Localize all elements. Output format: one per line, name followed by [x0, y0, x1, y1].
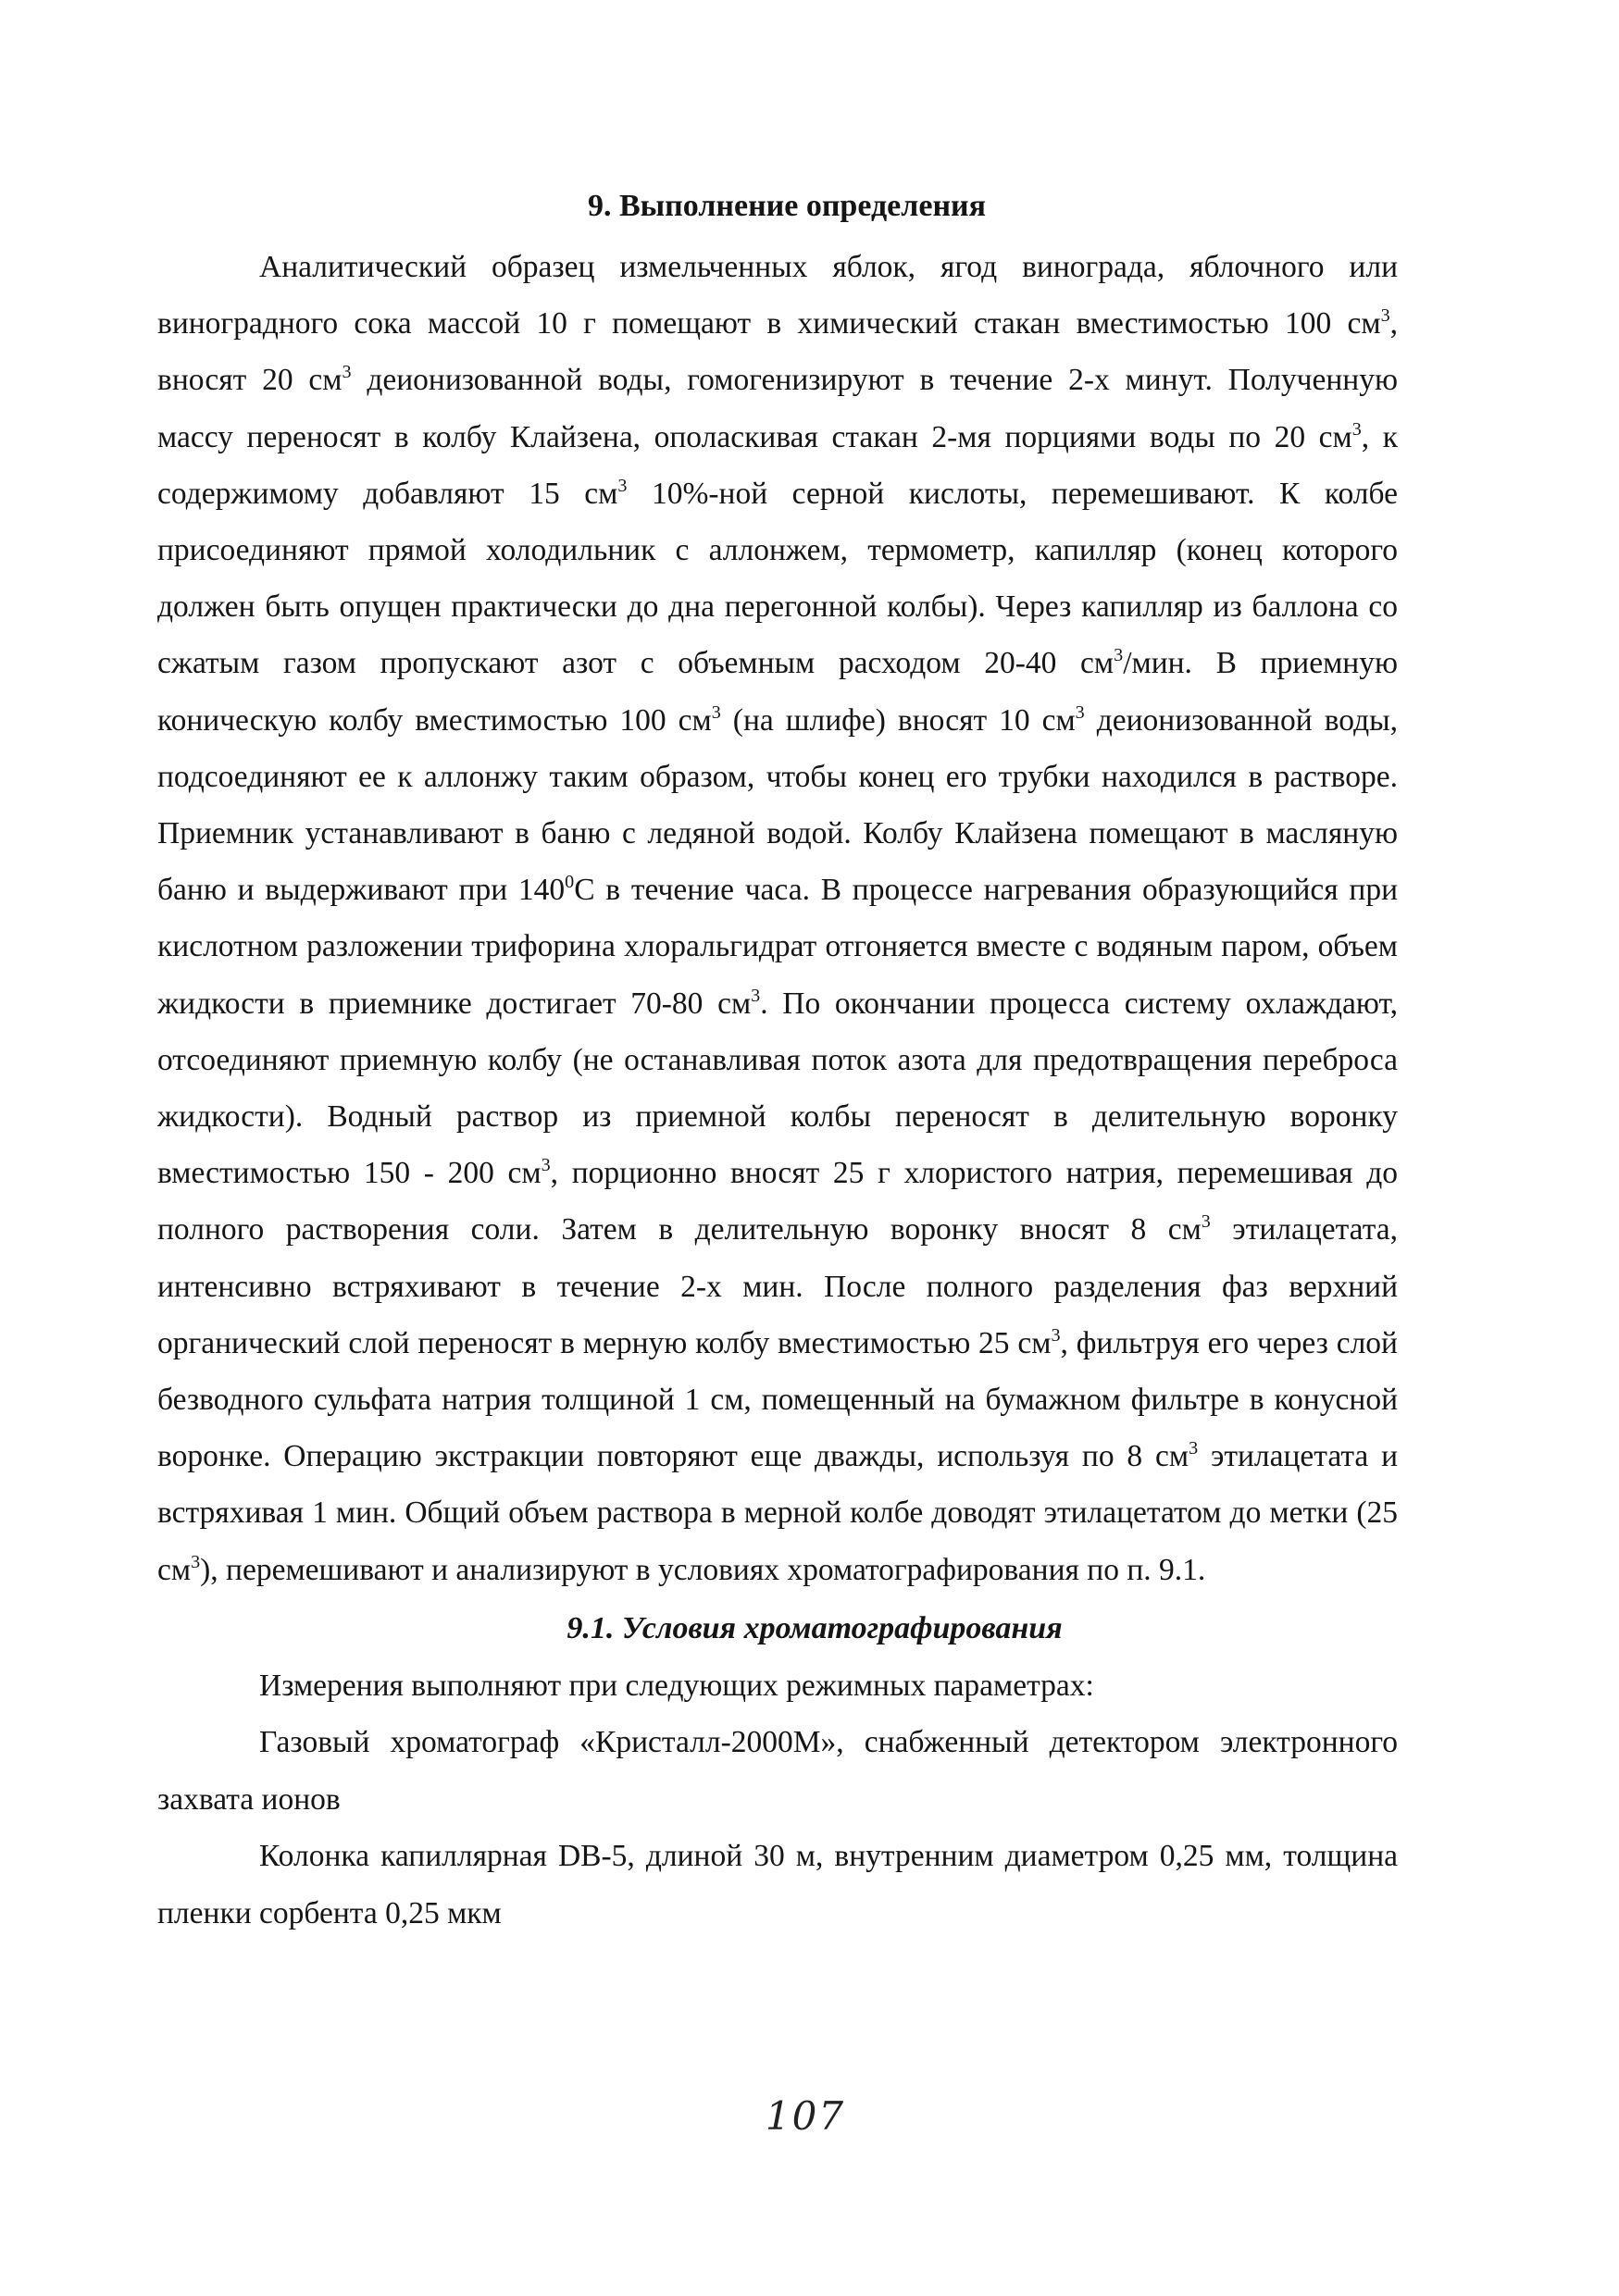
- text-segment: этилацетата, интенсивно встряхивают в течение 2-х мин. После полного разделения фаз верхний органический слой переносят в мерную колбу вместимостью 25 см: [157, 1212, 1398, 1360]
- text-segment: (на шлифе) вносят 10 см: [720, 702, 1076, 738]
- superscript: 3: [1380, 305, 1390, 327]
- text-segment: С в течение часа. В процессе нагревания образующийся при кислотном разложении трифорина хлоральгидрат отгоняется вместе с водяным паром, объем жидкости в приемнике достигает 70-80 см: [157, 873, 1398, 1021]
- text-segment: , фильтруя его через слой безводного сульфата натрия толщиной 1 см, помещенный на бумажном фильтре в конусной воронке. Операцию экстракции повторяют еще дважды, используя по 8 см: [157, 1325, 1398, 1474]
- text-segment: 10%-ной серной кислоты, перемешивают. К колбе присоединяют прямой холодильник с аллонжем, термометр, капилляр (конец которого должен быть опущен практически до дна перегонной колбы). Через капилляр из баллона со сжатым газом пропускают азот с объемным расходом 20-40 см: [157, 476, 1398, 681]
- conditions-intro: Измерения выполняют при следующих режимных параметрах:: [259, 1668, 1094, 1703]
- superscript: 3: [1051, 1324, 1061, 1346]
- section-heading: 9. Выполнение определения: [587, 189, 987, 223]
- text-segment: . По окончании процесса систему охлаждают, отсоединяют приемную колбу (не останавливая поток азота для предотвращения переброса жидкости). Водный раствор из приемной колбы переносят в делительную воронку вместимостью 150 - 200 см: [157, 986, 1398, 1191]
- text-segment: деионизованной воды, подсоединяют ее к аллонжу таким образом, чтобы конец его трубки находился в растворе. Приемник устанавливают в баню с ледяной водой. Колбу Клайзена помещают в масляную баню и выдерживают при 140: [157, 702, 1399, 908]
- subsection-heading: 9.1. Условия хроматографирования: [567, 1610, 1063, 1645]
- column-description: Колонка капиллярная DB-5, длиной 30 м, внутренним диаметром 0,25 мм, толщина пленки сорбента 0,25 мкм: [157, 1839, 1398, 1930]
- page-content: [157, 183, 1398, 1942]
- superscript: 3: [541, 1155, 551, 1176]
- superscript: 3: [1114, 645, 1124, 666]
- superscript: 3: [191, 1551, 201, 1572]
- text-segment: , порционно вносят 25 г хлористого натрия, перемешивая до полного растворения соли. Затем в делительную воронку вносят 8 см: [157, 1156, 1399, 1247]
- superscript: 0: [565, 872, 575, 893]
- superscript: 3: [1351, 418, 1362, 440]
- text-segment: деионизованной воды, гомогенизируют в течение 2-х минут. Полученную массу переносят в колбу Клайзена, ополаскивая стакан 2-мя порциями воды по 20 см: [157, 363, 1398, 454]
- superscript: 3: [751, 985, 761, 1006]
- superscript: 3: [1075, 701, 1085, 723]
- superscript: 3: [342, 362, 352, 383]
- superscript: 3: [711, 701, 721, 723]
- text-segment: ), перемешивают и анализируют в условиях хроматографирования по п. 9.1.: [200, 1552, 1206, 1587]
- method-paragraph: [157, 239, 1398, 1598]
- text-segment: , к содержимому добавляют 15 см: [157, 419, 1398, 511]
- text-segment: Аналитический образец измельченных яблок, ягод винограда, яблочного или виноградного сока массой 10 г помещают в химический стакан вместимостью 100 см: [157, 250, 1398, 341]
- page-number: 107: [765, 2093, 846, 2139]
- superscript: 3: [1201, 1211, 1211, 1233]
- chromatograph-description: Газовый хроматограф «Кристалл-2000М», снабженный детектором электронного захвата ионов: [157, 1725, 1398, 1817]
- superscript: 3: [617, 475, 628, 496]
- text-segment: этилацетата и встряхивая 1 мин. Общий объем раствора в мерной колбе доводят этилацетатом до метки (25 см: [157, 1439, 1399, 1587]
- text-segment: /мин. В приемную коническую колбу вместимостью 100 см: [157, 646, 1398, 738]
- superscript: 3: [1189, 1438, 1199, 1459]
- text-segment: , вносят 20 см: [157, 306, 1398, 398]
